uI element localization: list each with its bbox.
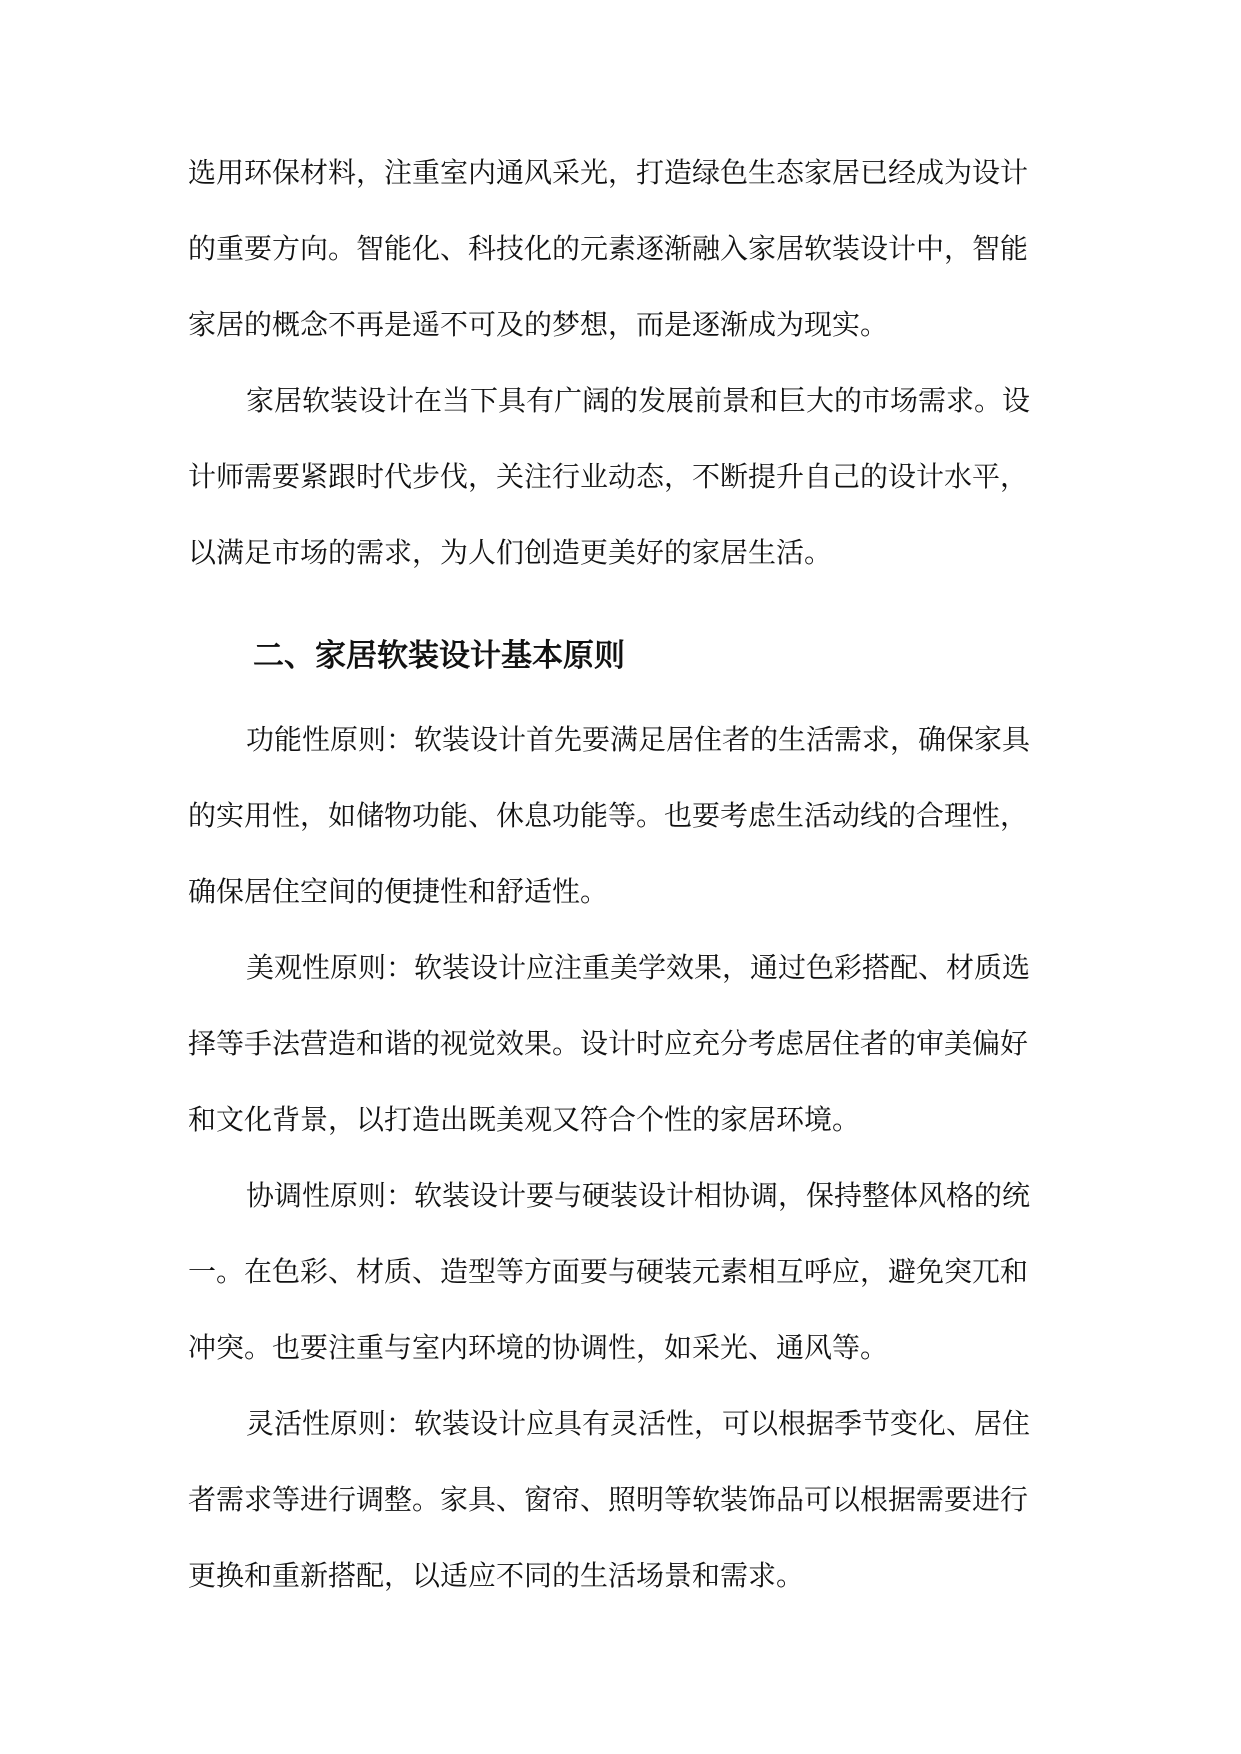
paragraph-line: 冲突。也要注重与室内环境的协调性，如采光、通风等。 [188,1331,889,1364]
paragraph-line: 者需求等进行调整。家具、窗帘、照明等软装饰品可以根据需要进行 [188,1483,1029,1516]
paragraph-line: 的重要方向。智能化、科技化的元素逐渐融入家居软装设计中，智能 [188,232,1029,265]
paragraph-line: 一。在色彩、材质、造型等方面要与硬装元素相互呼应，避免突兀和 [188,1255,1029,1288]
paragraph-line: 家居的概念不再是遥不可及的梦想，而是逐渐成为现实。 [188,308,889,341]
paragraph-line: 美观性原则：软装设计应注重美学效果，通过色彩搭配、材质选 [246,951,1031,984]
paragraph-line: 的实用性，如储物功能、休息功能等。也要考虑生活动线的合理性， [188,799,1029,832]
paragraph-line: 以满足市场的需求，为人们创造更美好的家居生活。 [188,536,833,569]
paragraph-line: 协调性原则：软装设计要与硬装设计相协调，保持整体风格的统 [246,1179,1031,1212]
paragraph-line: 计师需要紧跟时代步伐，关注行业动态，不断提升自己的设计水平， [188,460,1029,493]
paragraph-line: 功能性原则：软装设计首先要满足居住者的生活需求，确保家具 [246,723,1031,756]
paragraph-line: 家居软装设计在当下具有广阔的发展前景和巨大的市场需求。设 [246,384,1031,417]
paragraph-line: 灵活性原则：软装设计应具有灵活性，可以根据季节变化、居住 [246,1407,1031,1440]
paragraph-line: 更换和重新搭配，以适应不同的生活场景和需求。 [188,1559,805,1592]
paragraph-line: 确保居住空间的便捷性和舒适性。 [188,875,609,908]
paragraph-line: 和文化背景，以打造出既美观又符合个性的家居环境。 [188,1103,861,1136]
paragraph-line: 择等手法营造和谐的视觉效果。设计时应充分考虑居住者的审美偏好 [188,1027,1029,1060]
section-heading: 二、家居软装设计基本原则 [253,638,625,674]
paragraph-line: 选用环保材料，注重室内通风采光，打造绿色生态家居已经成为设计 [188,156,1029,189]
